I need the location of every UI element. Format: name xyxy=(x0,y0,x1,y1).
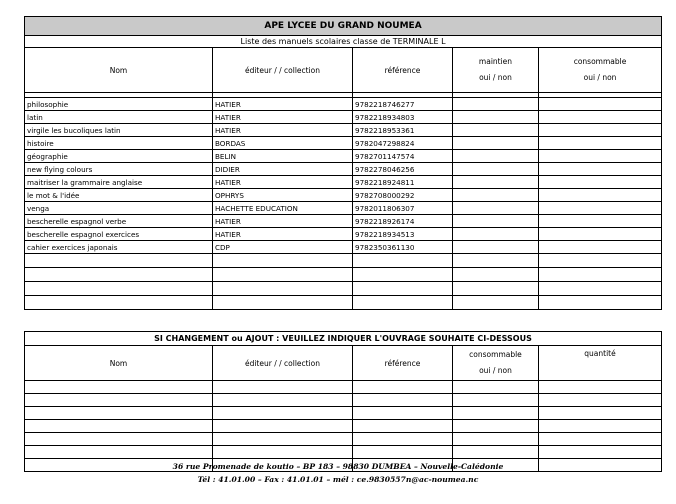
changes-cell[interactable] xyxy=(539,394,662,407)
book-maintien-cell[interactable] xyxy=(453,111,539,124)
footer-address: 36 rue Promenade de koutio – BP 183 – 98830 DUMBEA – Nouvelle-Calédonie xyxy=(172,462,504,471)
book-maintien-cell[interactable] xyxy=(453,228,539,241)
changes-cell[interactable] xyxy=(25,407,213,420)
book-maintien-cell[interactable] xyxy=(453,124,539,137)
empty-cell[interactable] xyxy=(539,254,662,268)
changes-header-nom: Nom xyxy=(25,346,213,381)
book-nom: philosophie xyxy=(25,98,213,111)
book-nom: virgile les bucoliques latin xyxy=(25,124,213,137)
book-editeur: HACHETTE EDUCATION xyxy=(213,202,353,215)
changes-cell[interactable] xyxy=(213,433,353,446)
title-row xyxy=(25,17,662,36)
book-nom: bescherelle espagnol exercices xyxy=(25,228,213,241)
changes-cell[interactable] xyxy=(213,381,353,394)
changes-row xyxy=(25,420,662,433)
header-editeur: éditeur / / collection xyxy=(213,48,353,93)
book-nom: histoire xyxy=(25,137,213,150)
book-reference: 9782218934513 xyxy=(353,228,453,241)
book-reference: 9782701147574 xyxy=(353,150,453,163)
changes-cell[interactable] xyxy=(25,394,213,407)
changes-cell[interactable] xyxy=(353,407,453,420)
empty-cell[interactable] xyxy=(453,254,539,268)
book-editeur: HATIER xyxy=(213,111,353,124)
book-list-body xyxy=(25,17,662,310)
empty-cell[interactable] xyxy=(539,268,662,282)
book-editeur: HATIER xyxy=(213,215,353,228)
header-maintien-label: maintien xyxy=(478,57,513,66)
changes-cell[interactable] xyxy=(453,446,539,459)
changes-cell[interactable] xyxy=(539,381,662,394)
changes-row xyxy=(25,381,662,394)
book-consommable-cell[interactable] xyxy=(539,124,662,137)
book-reference: 9782047298824 xyxy=(353,137,453,150)
header-consommable-label: consommable xyxy=(573,57,627,66)
empty-cell[interactable] xyxy=(213,254,353,268)
empty-cell[interactable] xyxy=(25,254,213,268)
changes-header-consommable-sub: oui / non xyxy=(479,366,512,375)
book-editeur: HATIER xyxy=(213,98,353,111)
empty-cell[interactable] xyxy=(539,296,662,310)
empty-cell[interactable] xyxy=(353,254,453,268)
table-row xyxy=(25,150,662,163)
empty-cell[interactable] xyxy=(25,268,213,282)
empty-cell[interactable] xyxy=(353,282,453,296)
table-row xyxy=(25,215,662,228)
page-subtitle: Liste des manuels scolaires classe de TERMINALE L xyxy=(25,36,662,48)
changes-row xyxy=(25,407,662,420)
changes-header-consommable xyxy=(453,346,539,381)
book-editeur: BELIN xyxy=(213,150,353,163)
header-consommable-sub: oui / non xyxy=(583,73,617,82)
book-nom: latin xyxy=(25,111,213,124)
book-maintien-cell[interactable] xyxy=(453,98,539,111)
table-row xyxy=(25,241,662,254)
book-maintien-cell[interactable] xyxy=(453,150,539,163)
changes-cell[interactable] xyxy=(353,446,453,459)
changes-row xyxy=(25,446,662,459)
header-maintien xyxy=(453,48,539,93)
book-editeur: HATIER xyxy=(213,228,353,241)
book-editeur: CDP xyxy=(213,241,353,254)
changes-row xyxy=(25,433,662,446)
changes-cell[interactable] xyxy=(353,433,453,446)
changes-cell[interactable] xyxy=(453,420,539,433)
table-row xyxy=(25,137,662,150)
empty-row xyxy=(25,282,662,296)
book-consommable-cell[interactable] xyxy=(539,150,662,163)
book-reference: 9782218924811 xyxy=(353,176,453,189)
book-maintien-cell[interactable] xyxy=(453,189,539,202)
book-consommable-cell[interactable] xyxy=(539,215,662,228)
table-row xyxy=(25,202,662,215)
book-nom: maitriser la grammaire anglaise xyxy=(25,176,213,189)
changes-header-editeur: éditeur / / collection xyxy=(213,346,353,381)
page-title: APE LYCEE DU GRAND NOUMEA xyxy=(25,17,662,36)
book-editeur: HATIER xyxy=(213,176,353,189)
empty-cell[interactable] xyxy=(453,296,539,310)
book-maintien-cell[interactable] xyxy=(453,202,539,215)
header-maintien-sub: oui / non xyxy=(479,73,512,82)
empty-cell[interactable] xyxy=(25,296,213,310)
changes-cell[interactable] xyxy=(353,394,453,407)
changes-table xyxy=(24,331,662,472)
footer-contact: Tél : 41.01.00 – Fax : 41.01.01 – mél : ce.9830557n@ac-noumea.nc xyxy=(197,475,479,484)
changes-cell[interactable] xyxy=(213,407,353,420)
subtitle-row xyxy=(25,36,662,48)
book-nom: bescherelle espagnol verbe xyxy=(25,215,213,228)
empty-cell[interactable] xyxy=(213,282,353,296)
changes-cell[interactable] xyxy=(539,407,662,420)
changes-cell[interactable] xyxy=(539,446,662,459)
changes-header-row xyxy=(25,346,662,381)
empty-cell[interactable] xyxy=(213,268,353,282)
book-consommable-cell[interactable] xyxy=(539,228,662,241)
book-editeur: HATIER xyxy=(213,124,353,137)
empty-cell[interactable] xyxy=(539,282,662,296)
book-nom: le mot & l'idée xyxy=(25,189,213,202)
book-reference: 9782278046256 xyxy=(353,163,453,176)
changes-cell[interactable] xyxy=(25,446,213,459)
changes-cell[interactable] xyxy=(25,433,213,446)
book-reference: 9782218926174 xyxy=(353,215,453,228)
changes-cell[interactable] xyxy=(539,420,662,433)
book-reference: 9782218746277 xyxy=(353,98,453,111)
book-consommable-cell[interactable] xyxy=(539,98,662,111)
table-row xyxy=(25,163,662,176)
empty-cell[interactable] xyxy=(213,296,353,310)
changes-cell[interactable] xyxy=(453,381,539,394)
changes-cell[interactable] xyxy=(25,381,213,394)
book-maintien-cell[interactable] xyxy=(453,241,539,254)
book-nom: new flying colours xyxy=(25,163,213,176)
changes-header-consommable-label: consommable xyxy=(469,350,522,359)
table-row xyxy=(25,111,662,124)
empty-row xyxy=(25,296,662,310)
book-consommable-cell[interactable] xyxy=(539,202,662,215)
book-nom: géographie xyxy=(25,150,213,163)
changes-row xyxy=(25,394,662,407)
book-reference: 9782011806307 xyxy=(353,202,453,215)
book-reference: 9782708000292 xyxy=(353,189,453,202)
empty-cell[interactable] xyxy=(25,282,213,296)
changes-cell[interactable] xyxy=(25,420,213,433)
book-editeur: OPHRYS xyxy=(213,189,353,202)
empty-row xyxy=(25,254,662,268)
header-nom: Nom xyxy=(25,48,213,93)
changes-cell[interactable] xyxy=(213,420,353,433)
changes-cell[interactable] xyxy=(539,433,662,446)
book-reference: 9782218953361 xyxy=(353,124,453,137)
changes-section-title: SI CHANGEMENT ou AJOUT : VEUILLEZ INDIQUER L'OUVRAGE SOUHAITE CI-DESSOUS xyxy=(25,332,662,346)
empty-cell[interactable] xyxy=(453,282,539,296)
book-nom: venga xyxy=(25,202,213,215)
changes-cell[interactable] xyxy=(453,433,539,446)
changes-section-row xyxy=(25,332,662,346)
changes-cell[interactable] xyxy=(353,381,453,394)
book-editeur: DIDIER xyxy=(213,163,353,176)
changes-cell[interactable] xyxy=(453,394,539,407)
table-row xyxy=(25,124,662,137)
book-maintien-cell[interactable] xyxy=(453,176,539,189)
book-consommable-cell[interactable] xyxy=(539,163,662,176)
book-consommable-cell[interactable] xyxy=(539,137,662,150)
table-row xyxy=(25,189,662,202)
book-consommable-cell[interactable] xyxy=(539,111,662,124)
table-row xyxy=(25,228,662,241)
changes-cell[interactable] xyxy=(213,446,353,459)
empty-cell[interactable] xyxy=(353,296,453,310)
changes-body xyxy=(25,332,662,472)
book-maintien-cell[interactable] xyxy=(453,137,539,150)
changes-cell[interactable] xyxy=(213,394,353,407)
changes-cell[interactable] xyxy=(353,420,453,433)
book-reference: 9782218934803 xyxy=(353,111,453,124)
book-maintien-cell[interactable] xyxy=(453,163,539,176)
table-row xyxy=(25,98,662,111)
empty-cell[interactable] xyxy=(353,268,453,282)
empty-row xyxy=(25,268,662,282)
book-reference: 9782350361130 xyxy=(353,241,453,254)
header-consommable xyxy=(539,48,662,93)
book-consommable-cell[interactable] xyxy=(539,176,662,189)
book-maintien-cell[interactable] xyxy=(453,215,539,228)
changes-header-quantite: quantité xyxy=(539,346,662,381)
book-nom: cahier exercices japonais xyxy=(25,241,213,254)
list-header-row xyxy=(25,48,662,93)
changes-cell[interactable] xyxy=(453,407,539,420)
table-row xyxy=(25,176,662,189)
header-reference: référence xyxy=(353,48,453,93)
book-consommable-cell[interactable] xyxy=(539,189,662,202)
empty-cell[interactable] xyxy=(453,268,539,282)
book-consommable-cell[interactable] xyxy=(539,241,662,254)
book-editeur: BORDAS xyxy=(213,137,353,150)
changes-header-reference: référence xyxy=(353,346,453,381)
book-list-table xyxy=(24,16,662,310)
